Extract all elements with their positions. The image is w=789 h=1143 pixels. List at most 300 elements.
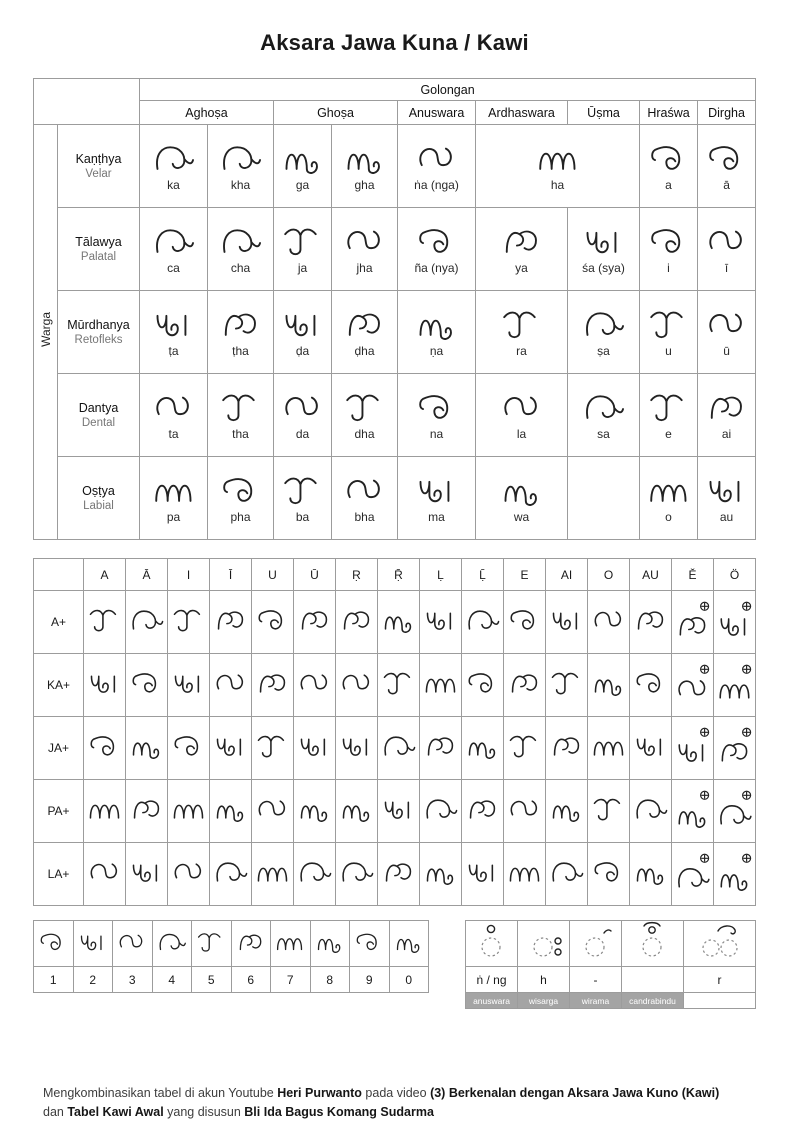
group-header-agho-a: Aghoṣa [140, 101, 274, 125]
kawi-glyph [86, 795, 124, 822]
diacritic-sublabel-wisarga: wisarga [518, 993, 570, 1009]
kawi-glyph [156, 930, 188, 953]
group-header-ma: Ūṣma [568, 101, 640, 125]
kawi-glyph [380, 669, 418, 696]
aksara-cell-x [698, 208, 756, 291]
vowel-cell-la-x [714, 843, 756, 906]
aksara-cell-ga [274, 125, 332, 208]
kawi-glyph [212, 669, 250, 696]
kawi-glyph [499, 307, 545, 340]
vowel-cell-pa-x [378, 780, 420, 843]
number-label-5: 5 [192, 967, 232, 993]
aksara-cell-a-sya [568, 208, 640, 291]
diacritic-label-repha: r [684, 967, 756, 993]
corner-cell [34, 79, 140, 125]
number-glyph-cell-8 [310, 921, 350, 967]
warga-row-label-o-ya [58, 457, 140, 540]
kawi-glyph [414, 307, 460, 340]
kawi-glyph [506, 732, 544, 759]
kawi-glyph [342, 141, 388, 174]
kawi-glyph [86, 732, 124, 759]
vowel-cell-ja-x [714, 717, 756, 780]
warga-type: Velar [85, 168, 112, 180]
translit-label: la [516, 426, 527, 441]
translit-label: ha [550, 177, 565, 192]
vowel-cell-la-au [630, 843, 672, 906]
vowel-cell-a-e [504, 591, 546, 654]
kawi-glyph [590, 858, 628, 885]
aksara-cell-dha [332, 374, 398, 457]
kawi-glyph [116, 930, 148, 953]
vowel-cell-ka-x [420, 654, 462, 717]
kawi-glyph [716, 727, 754, 765]
aksara-cell-a [398, 291, 476, 374]
vowel-col-header-x: Ḷ [420, 559, 462, 591]
aksara-cell-ba [274, 457, 332, 540]
kawi-glyph [37, 930, 69, 953]
number-label-2: 2 [73, 967, 113, 993]
kawi-glyph [296, 732, 334, 759]
aksara-cell-o [640, 457, 698, 540]
translit-label: ka [167, 177, 180, 192]
kawi-glyph [380, 606, 418, 633]
aksara-cell-ka [140, 125, 208, 208]
vowel-cell-ja-x [336, 717, 378, 780]
kawi-glyph [342, 224, 388, 257]
diacritic-glyph-cell-repha [684, 921, 756, 967]
group-header-ardhaswara: Ardhaswara [476, 101, 568, 125]
kawi-glyph [86, 669, 124, 696]
vowel-cell-a-x [420, 591, 462, 654]
warga-type: Labial [83, 500, 114, 512]
kawi-glyph [548, 732, 586, 759]
kawi-glyph [128, 858, 166, 885]
vowel-cell-ka-x [294, 654, 336, 717]
vowel-col-header-x: Ṝ [378, 559, 420, 591]
page-title: Aksara Jawa Kuna / Kawi [260, 30, 529, 55]
number-label-4: 4 [152, 967, 192, 993]
kawi-glyph [414, 224, 460, 257]
kawi-glyph [170, 669, 208, 696]
aksara-cell-ta [140, 374, 208, 457]
candrabindu-mark-icon [628, 921, 678, 961]
translit-label: dha [354, 426, 375, 441]
warga-name: Dantya [78, 401, 119, 415]
footer-segment: Mengkombinasikan tabel di akun Youtube [43, 1086, 278, 1100]
aksara-cell-tha [208, 374, 274, 457]
kawi-glyph [499, 224, 545, 257]
kawi-glyph [422, 795, 460, 822]
kawi-glyph [212, 858, 250, 885]
vowel-cell-ja-x [378, 717, 420, 780]
warga-row-label-ka-hya [58, 125, 140, 208]
kawi-glyph [86, 606, 124, 633]
vowel-cell-a-o [588, 591, 630, 654]
kawi-glyph [151, 307, 197, 340]
kawi-glyph [548, 858, 586, 885]
warga-name: Kaṇṭhya [75, 152, 122, 166]
kawi-glyph [716, 853, 754, 891]
kawi-glyph [380, 795, 418, 822]
kawi-glyph [704, 390, 750, 423]
warga-row-label-dantya [58, 374, 140, 457]
anuswara-mark-icon [467, 921, 517, 961]
number-label-8: 8 [310, 967, 350, 993]
aksara-cell-ha [332, 291, 398, 374]
kawi-glyph [704, 141, 750, 174]
aksara-cell-pha [208, 457, 274, 540]
vowel-row-label-ja: JA+ [34, 717, 84, 780]
aksara-cell-ca [140, 208, 208, 291]
vowel-cell-la-ai [546, 843, 588, 906]
diacritic-sublabel-candrabindu: candrabindu [622, 993, 684, 1009]
kawi-glyph [296, 795, 334, 822]
kawi-glyph [548, 669, 586, 696]
kawi-glyph [280, 141, 326, 174]
aksara-cell-jha [332, 208, 398, 291]
kawi-glyph [414, 141, 460, 174]
kawi-glyph [338, 732, 376, 759]
kawi-glyph [704, 224, 750, 257]
vowel-cell-ja-u [252, 717, 294, 780]
diacritic-sublabel-wirama: wirama [570, 993, 622, 1009]
number-glyph-cell-2 [73, 921, 113, 967]
vowel-cell-a-x [378, 591, 420, 654]
footer-segment: Heri Purwanto [277, 1086, 362, 1100]
kawi-glyph [464, 669, 502, 696]
translit-label: wa [513, 509, 530, 524]
vowel-cell-ka-o [588, 654, 630, 717]
vowel-cell-la-e [504, 843, 546, 906]
kawi-glyph [314, 930, 346, 953]
kawi-glyph [128, 669, 166, 696]
translit-label: ṅa (nga) [414, 177, 459, 192]
translit-label: ṣa [597, 343, 610, 358]
warga-name: Tālawya [75, 235, 122, 249]
kawi-glyph [674, 601, 712, 639]
golongan-header: Golongan [140, 79, 756, 101]
vowel-cell-a-x [672, 591, 714, 654]
translit-label: jha [356, 260, 373, 275]
kawi-glyph [716, 601, 754, 639]
kawi-glyph [212, 732, 250, 759]
kawi-glyph [128, 606, 166, 633]
vowel-cell-la-x [672, 843, 714, 906]
kawi-glyph [499, 473, 545, 506]
kawi-glyph [212, 606, 250, 633]
vowel-cell-pa-x [210, 780, 252, 843]
aksara-cell-pa [140, 457, 208, 540]
footer-segment: Bli Ida Bagus Komang Sudarma [244, 1104, 434, 1119]
aksara-cell-da [274, 374, 332, 457]
translit-label: ai [721, 426, 732, 441]
kawi-glyph [212, 795, 250, 822]
aksara-cell-x [698, 291, 756, 374]
kawi-glyph [590, 795, 628, 822]
vowel-combination-table [33, 558, 756, 906]
translit-label: ṭa [168, 343, 179, 358]
vowel-cell-a-x [210, 591, 252, 654]
translit-label: ā [723, 177, 730, 192]
kawi-glyph [296, 606, 334, 633]
aksara-cell-a [640, 125, 698, 208]
kawi-glyph [296, 669, 334, 696]
footer-credit [43, 1084, 743, 1122]
vowel-cell-ka-u [252, 654, 294, 717]
aksara-cell-au [698, 457, 756, 540]
kawi-glyph [254, 858, 292, 885]
kawi-glyph [704, 307, 750, 340]
translit-label: e [665, 426, 672, 441]
translit-label: ca [167, 260, 180, 275]
warga-row-label-t-lawya [58, 208, 140, 291]
kawi-glyph [464, 606, 502, 633]
kawi-glyph [380, 732, 418, 759]
number-glyph-cell-9 [350, 921, 390, 967]
vowel-col-header-x: Ḹ [462, 559, 504, 591]
translit-label: ja [297, 260, 308, 275]
kawi-glyph [254, 669, 292, 696]
kawi-glyph [280, 473, 326, 506]
vowel-cell-pa-e [504, 780, 546, 843]
vowel-cell-pa-o [588, 780, 630, 843]
number-label-9: 9 [350, 967, 390, 993]
vowel-col-header-x: Ö [714, 559, 756, 591]
vowel-cell-la-x [420, 843, 462, 906]
vowel-cell-a-i [168, 591, 210, 654]
kawi-glyph [464, 732, 502, 759]
kawi-glyph [254, 795, 292, 822]
kawi-glyph [170, 795, 208, 822]
kawi-glyph [716, 664, 754, 702]
kawi-glyph [422, 732, 460, 759]
vowel-cell-ja-i [168, 717, 210, 780]
group-header-dirgha: Dirgha [698, 101, 756, 125]
kawi-glyph [151, 224, 197, 257]
number-glyph-cell-3 [113, 921, 153, 967]
translit-label: bha [354, 509, 375, 524]
vowel-cell-la-i [168, 843, 210, 906]
vowel-cell-la-x [294, 843, 336, 906]
number-label-1: 1 [34, 967, 74, 993]
translit-label: u [665, 343, 672, 358]
translit-label: ra [516, 343, 527, 358]
aksara-cell-empty [568, 457, 640, 540]
vowel-col-header-au: AU [630, 559, 672, 591]
kawi-glyph [506, 669, 544, 696]
vowel-cell-ka-i [168, 654, 210, 717]
kawi-glyph [274, 930, 306, 953]
translit-label: ba [295, 509, 310, 524]
kawi-glyph [151, 141, 197, 174]
vowel-col-header-u: U [252, 559, 294, 591]
kawi-glyph [716, 790, 754, 828]
kawi-glyph [128, 795, 166, 822]
vowel-cell-ka-ai [546, 654, 588, 717]
aksara-cell-bha [332, 457, 398, 540]
aksara-cell-x [698, 125, 756, 208]
kawi-glyph [170, 858, 208, 885]
vowel-cell-pa-a [84, 780, 126, 843]
kawi-glyph [581, 307, 627, 340]
kawi-glyph [77, 930, 109, 953]
translit-label: da [295, 426, 310, 441]
aksara-cell-gha [332, 125, 398, 208]
kawi-glyph [170, 732, 208, 759]
warga-label-cell [34, 125, 58, 540]
aksara-cell-cha [208, 208, 274, 291]
wirama-mark-icon [571, 921, 621, 961]
diacritic-label-wirama: - [570, 967, 622, 993]
diacritic-glyph-cell-wisarga [518, 921, 570, 967]
kawi-glyph [506, 858, 544, 885]
vowel-cell-ja-x [294, 717, 336, 780]
kawi-glyph [342, 390, 388, 423]
vowel-cell-a-x [462, 591, 504, 654]
footer-segment: yang disusun [163, 1104, 245, 1119]
diacritic-sublabel-empty [684, 993, 756, 1009]
warga-name: Mūrdhanya [67, 318, 130, 332]
vowel-cell-a-x [126, 591, 168, 654]
footer-segment: dan [43, 1104, 68, 1119]
aksara-cell-na [398, 374, 476, 457]
vowel-cell-ka-x [210, 654, 252, 717]
aksara-cell-ma [398, 457, 476, 540]
vowel-cell-la-a [84, 843, 126, 906]
group-header-hra-wa: Hraśwa [640, 101, 698, 125]
kawi-glyph [380, 858, 418, 885]
kawi-glyph [254, 732, 292, 759]
kawi-glyph [151, 473, 197, 506]
vowel-cell-ka-x [672, 654, 714, 717]
translit-label: tha [232, 426, 249, 441]
kawi-glyph [218, 224, 264, 257]
aksara-cell-ha [476, 125, 640, 208]
warga-type: Retofleks [74, 334, 123, 346]
vowel-col-header-x: Ṛ [336, 559, 378, 591]
kawi-glyph [128, 732, 166, 759]
vowel-row-label-pa: PA+ [34, 780, 84, 843]
translit-label: i [667, 260, 670, 275]
kawi-glyph [218, 307, 264, 340]
warga-label: Warga [38, 312, 53, 347]
kawi-glyph [422, 858, 460, 885]
vowel-cell-ka-a [84, 654, 126, 717]
vowel-cell-pa-x [126, 780, 168, 843]
kawi-glyph [353, 930, 385, 953]
kawi-glyph [506, 795, 544, 822]
aksara-cell-ai [698, 374, 756, 457]
kawi-glyph [632, 669, 670, 696]
group-header-gho-a: Ghoṣa [274, 101, 398, 125]
translit-label: pha [230, 509, 251, 524]
kawi-glyph [393, 930, 425, 953]
kawi-glyph [590, 606, 628, 633]
wisarga-mark-icon [519, 921, 569, 961]
vowel-cell-ka-e [504, 654, 546, 717]
vowel-cell-pa-ai [546, 780, 588, 843]
kawi-glyph [646, 307, 692, 340]
vowel-cell-ka-x [336, 654, 378, 717]
kawi-glyph [464, 795, 502, 822]
translit-label: kha [230, 177, 251, 192]
kawi-glyph [499, 390, 545, 423]
vowel-cell-ja-o [588, 717, 630, 780]
kawi-glyph [280, 224, 326, 257]
number-label-0: 0 [389, 967, 429, 993]
kawi-glyph [422, 606, 460, 633]
vowel-cell-ja-ai [546, 717, 588, 780]
aksara-cell-u [640, 291, 698, 374]
kawi-glyph [170, 606, 208, 633]
aksara-cell-a [274, 291, 332, 374]
translit-label: pa [166, 509, 181, 524]
kawi-glyph [548, 795, 586, 822]
kawi-glyph [218, 473, 264, 506]
warga-type: Palatal [80, 251, 117, 263]
kawi-glyph [338, 606, 376, 633]
diacritic-label-wisarga: h [518, 967, 570, 993]
aksara-cell-a-nga [398, 125, 476, 208]
kawi-glyph [674, 853, 712, 891]
vowel-cell-a-ai [546, 591, 588, 654]
vowel-cell-ka-x [462, 654, 504, 717]
vowel-cell-ka-x [126, 654, 168, 717]
vowel-cell-pa-au [630, 780, 672, 843]
number-glyph-cell-0 [389, 921, 429, 967]
aksara-cell-a [140, 291, 208, 374]
kawi-glyph [218, 390, 264, 423]
diacritic-label-anuswara: ṅ / ng [466, 967, 518, 993]
warga-row-label-m-rdhanya [58, 291, 140, 374]
vowel-col-header-x: Ī [210, 559, 252, 591]
vowel-cell-a-x [336, 591, 378, 654]
kawi-glyph [338, 795, 376, 822]
translit-label: na [429, 426, 444, 441]
kawi-glyph [195, 930, 227, 953]
vowel-col-header-x: Ū [294, 559, 336, 591]
vowel-cell-pa-i [168, 780, 210, 843]
translit-label: ū [723, 343, 730, 358]
aksara-cell-a [568, 291, 640, 374]
translit-label: ḍha [354, 343, 375, 358]
kawi-glyph [235, 930, 267, 953]
vowel-col-header-x: Ā [126, 559, 168, 591]
diacritic-label-candrabindu [622, 967, 684, 993]
vowel-cell-pa-u [252, 780, 294, 843]
aksara-cell-kha [208, 125, 274, 208]
kawi-glyph [414, 390, 460, 423]
vowel-cell-la-x [126, 843, 168, 906]
vowel-cell-la-x [210, 843, 252, 906]
kawi-glyph [280, 307, 326, 340]
group-header-anuswara: Anuswara [398, 101, 476, 125]
number-label-7: 7 [271, 967, 311, 993]
kawi-glyph [464, 858, 502, 885]
translit-label: sa [597, 426, 610, 441]
diacritic-glyph-cell-anuswara [466, 921, 518, 967]
translit-label: ña (nya) [414, 260, 459, 275]
aksara-cell-ha [208, 291, 274, 374]
kawi-glyph [86, 858, 124, 885]
number-glyph-cell-7 [271, 921, 311, 967]
aksara-cell-ja [274, 208, 332, 291]
vowel-row-label-a: A+ [34, 591, 84, 654]
vowel-cell-ka-x [714, 654, 756, 717]
vowel-col-header-o: O [588, 559, 630, 591]
translit-label: ya [515, 260, 528, 275]
kawi-glyph [674, 790, 712, 828]
